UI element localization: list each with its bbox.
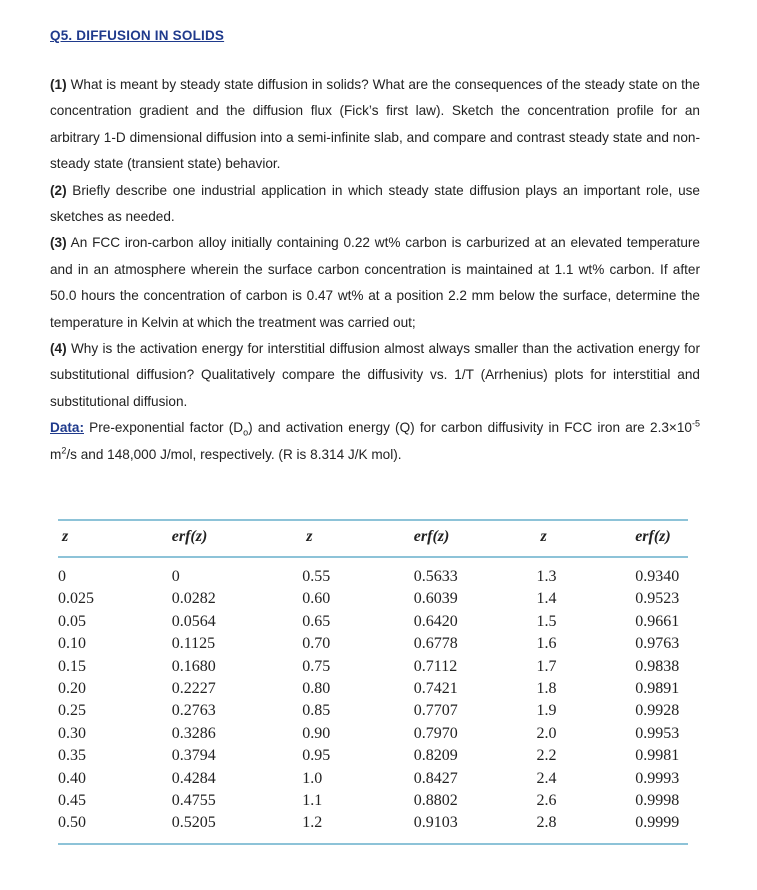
table-cell: 0.30 [58,724,86,742]
table-cell: 0.8209 [413,747,458,765]
table-cell: 0.4755 [171,792,216,810]
table-cell: 0.2227 [171,680,216,698]
table-cell: 0.9103 [414,812,537,843]
table-cell: 0.2763 [171,702,216,720]
question-number: (1) [50,77,67,92]
table-cell: 0.0282 [171,590,216,608]
table-cell: 0.15 [58,657,86,675]
table-cell: 0.25 [58,702,86,720]
table-cell: 0.9998 [635,792,680,810]
table-cell: 0.50 [58,812,172,843]
table-cell: 0.1125 [171,635,216,653]
erf-table [58,519,688,845]
table-cell: 0.9999 [635,812,688,843]
table-cell: 0.65 [302,612,331,630]
table-cell: 0.35 [58,747,86,765]
table-cell: 0.9928 [635,702,680,720]
question-text [50,72,700,468]
table-cell: 2.4 [536,769,557,787]
table-cell: 1.7 [536,657,557,675]
question-number: (4) [50,341,67,357]
column-header: erf(z) [414,520,537,557]
table-cell: 2.2 [536,747,557,765]
table-cell: 1.8 [536,680,557,698]
table-cell: 0.1680 [171,657,216,675]
table-cell: 0.6039 [413,590,458,608]
question-body: Why is the activation energy for interstitial diffusion almost always smaller than the activation energy for substitutional diffusion? Qualitatively compare the diffusivity vs. 1/T (Arrhenius) plots for interstitial and substitutional diffusion. [50,341,700,409]
question-3 [50,230,700,336]
table-cell: 0.9763 [635,635,680,653]
question-body: Briefly describe one industrial application in which steady state diffusion plays an important role, use sketches as needed. [50,182,700,225]
table-cell: 0.90 [302,724,331,742]
table-row [58,588,688,610]
table-row [58,557,688,588]
table-cell: 0.9993 [635,769,680,787]
table-cell: 0.7421 [413,680,458,698]
table-cell: 0.9953 [635,724,680,742]
table-cell: 0.70 [302,635,331,653]
table-cell: 1.4 [536,590,557,608]
table-row [58,633,688,655]
table-cell: 0.9891 [635,680,680,698]
table-cell: 0.9661 [635,612,680,630]
table-cell: 0 [171,568,180,585]
table-cell: 0.8427 [413,769,458,787]
superscript: -5 [691,418,700,429]
table-cell: 1.5 [536,612,557,630]
table-cell: 0.9340 [635,568,680,585]
table-cell: 1.1 [302,792,323,810]
table-cell: 0.6778 [413,635,458,653]
table-row [58,700,688,722]
table-row [58,678,688,700]
column-header: z [58,520,172,557]
column-header: z [302,520,414,557]
column-header: z [536,520,635,557]
table-row [58,745,688,767]
table-header-row [58,520,688,557]
table-cell: 2.6 [536,792,557,810]
data-text: ) and activation energy (Q) for carbon diffusivity in FCC iron are 2.3×10 [248,420,692,436]
question-body: What is meant by steady state diffusion in solids? What are the consequences of the steady state on the concentration gradient and the diffusion flux (Fick’s first law). Sketch the concentration profile for an arbitrary 1-D dimensional diffusion into a semi-infinite slab, and compare and contrast steady state and non-steady state (transient state) behavior. [50,77,700,172]
column-header: erf(z) [635,520,688,557]
question-4 [50,336,700,415]
table-cell: 0.60 [302,590,331,608]
table-row [58,656,688,678]
table-cell: 0.10 [58,635,86,653]
data-note [50,415,700,468]
table-cell: 0.4284 [171,769,216,787]
table-cell: 1.6 [536,635,557,653]
table-cell: 0.3286 [171,724,216,742]
superscript: 2 [61,445,67,456]
page-title: Q5. DIFFUSION IN SOLIDS [50,28,225,43]
table-cell: 0.5205 [172,812,302,843]
table-cell: 0.85 [302,702,331,720]
table-cell: 0.7970 [413,724,458,742]
table-row [58,790,688,812]
data-text: m [50,446,62,462]
table-row [58,611,688,633]
table-cell: 0.80 [302,680,331,698]
table-cell: 2.8 [536,812,635,843]
table-cell: 0.45 [58,792,86,810]
table-cell: 0.40 [58,769,86,787]
column-header: erf(z) [172,520,302,557]
data-text: /s and 148,000 J/mol, respectively. (R is 8.314 J/K mol). [66,446,402,462]
question-2 [50,178,700,231]
table-cell: 2.0 [536,724,557,742]
data-label: Data: [50,420,84,436]
question-1 [50,72,700,178]
table-cell: 0.20 [58,680,86,698]
table-cell: 0.9523 [635,590,680,608]
table-cell: 0.025 [58,590,94,608]
subscript: o [243,428,249,438]
table-cell: 1.9 [536,702,557,720]
question-body: An FCC iron-carbon alloy initially containing 0.22 wt% carbon is carburized at an elevated temperature and in an atmosphere wherein the surface carbon concentration is maintained at 1.1 wt% carbon. If after 50.0 hours the concentration of carbon is 0.47 wt% at a position 2.2 mm below the surface, determine the temperature in Kelvin at which the treatment was carried out; [50,235,700,330]
question-number: (2) [50,182,67,198]
table-cell: 1.0 [302,769,323,787]
table-row [58,812,688,843]
table-cell: 0.0564 [171,612,216,630]
table-row [58,723,688,745]
table-cell: 0.9981 [635,747,680,765]
table-cell: 0.3794 [171,747,216,765]
table-cell: 0.6420 [413,612,458,630]
table-cell: 0.55 [302,568,331,585]
question-number: (3) [50,235,67,251]
table-cell: 0.8802 [413,792,458,810]
table-cell: 0.95 [302,747,331,765]
table-row [58,768,688,790]
table-cell: 1.2 [302,812,414,843]
table-cell: 0.05 [58,612,86,630]
table-cell: 0.75 [302,657,331,675]
data-text: Pre-exponential factor (D [84,420,244,436]
table-cell: 0.7707 [413,702,458,720]
table-cell: 0.7112 [413,657,458,675]
table-cell: 0.5633 [413,568,458,585]
table-cell: 0 [58,568,66,585]
table-cell: 0.9838 [635,657,680,675]
table-cell: 1.3 [536,568,557,585]
